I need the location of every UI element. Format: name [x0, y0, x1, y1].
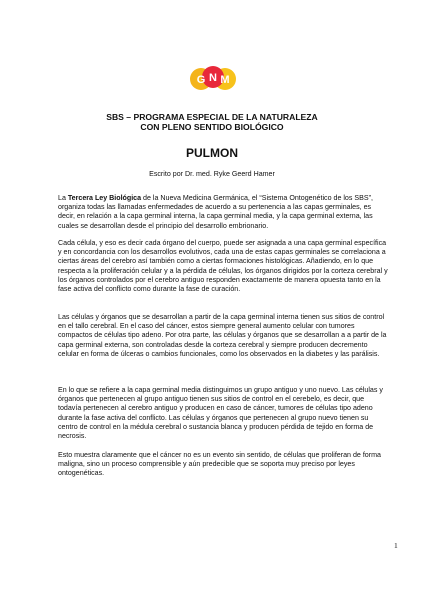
logo-letter-m: M: [220, 74, 230, 86]
page-number: 1: [394, 541, 398, 550]
gnm-logo: [188, 64, 238, 92]
paragraph-middle-layer: En lo que se refiere a la capa germinal media distinguimos un grupo antiguo y uno nuevo. Las células y órganos que pertenecen al grupo antiguo tienen sus sitios de control en el cerebelo, es decir, que todavía pertenecen al cerebro antiguo y producen en caso de cáncer, tumores de células tipo adeno durante la fase activa del conflicto. Las células y órganos que pertenecen al grupo nuevo tienen su centro de control en la médula cerebral o sustancia blanca y producen pérdida de tejido en forma de necrosis.: [58, 386, 383, 441]
paragraph-intro-bold: Tercera Ley Biológica: [67, 194, 142, 202]
heading-line-1: SBS – PROGRAMA ESPECIAL DE LA NATURALEZA: [106, 112, 318, 122]
author-line: Escrito por Dr. med. Ryke Geerd Hamer: [149, 170, 275, 178]
paragraph-intro-pre: La: [58, 194, 68, 202]
page-title: PULMON: [186, 146, 238, 160]
paragraph-germ-layers: Las células y órganos que se desarrollan a partir de la capa germinal interna tienen sus sitios de control en el tallo cerebral. En el caso del cáncer, estos siempre general aumento celular con tumores compactos de células tipo adeno. Por otra parte, las células y órganos que se desarrollan a a partir de la capa germinal externa, son controladas desde la corteza cerebral y siempre producen decremento celular en forma de úlceras o cambios funcionales, como los observados en la diabetes y las parálisis.: [58, 313, 387, 358]
paragraph-conclusion: Esto muestra claramente que el cáncer no es un evento sin sentido, de células que proliferan de forma maligna, sino un proceso comprensible y aún predecible que se soporta muy preciso por leyes ontogenéticas.: [58, 451, 381, 478]
logo-letter-n: N: [209, 72, 217, 84]
heading-line-2: CON PLENO SENTIDO BIOLÓGICO: [140, 122, 284, 132]
paragraph-intro-post: de la Nueva Medicina Germánica, el “Sistema Ontogenético de los SBS”, organiza todas las llamadas enfermedades de acuerdo a su pertenencia a las capas germinales, es decir, en relación a la capa germinal interna, la capa germinal media, y la capa germinal externa, las cuales se desarrollan desde el principio del desarrollo embrionario.: [58, 194, 373, 230]
paragraph-intro: [58, 194, 388, 231]
paragraph-cells: Cada célula, y eso es decir cada órgano del cuerpo, puede ser asignada a una capa germinal específica y en concordancia con los desarrollos evolutivos, cada una de estas capas germinales se correlaciona a ciertas áreas del cerebro así también como a ciertas formaciones histológicas. Añadiendo, en lo que respecta a la proliferación celular y a la pérdida de células, los órganos dirigidos por la corteza cerebral y los órganos controlados por el cerebro antiguo responden exactamente de manera opuesta tanto en la fase activa del conflicto como durante la fase de curación.: [58, 239, 388, 294]
logo-letter-g: G: [196, 74, 206, 86]
